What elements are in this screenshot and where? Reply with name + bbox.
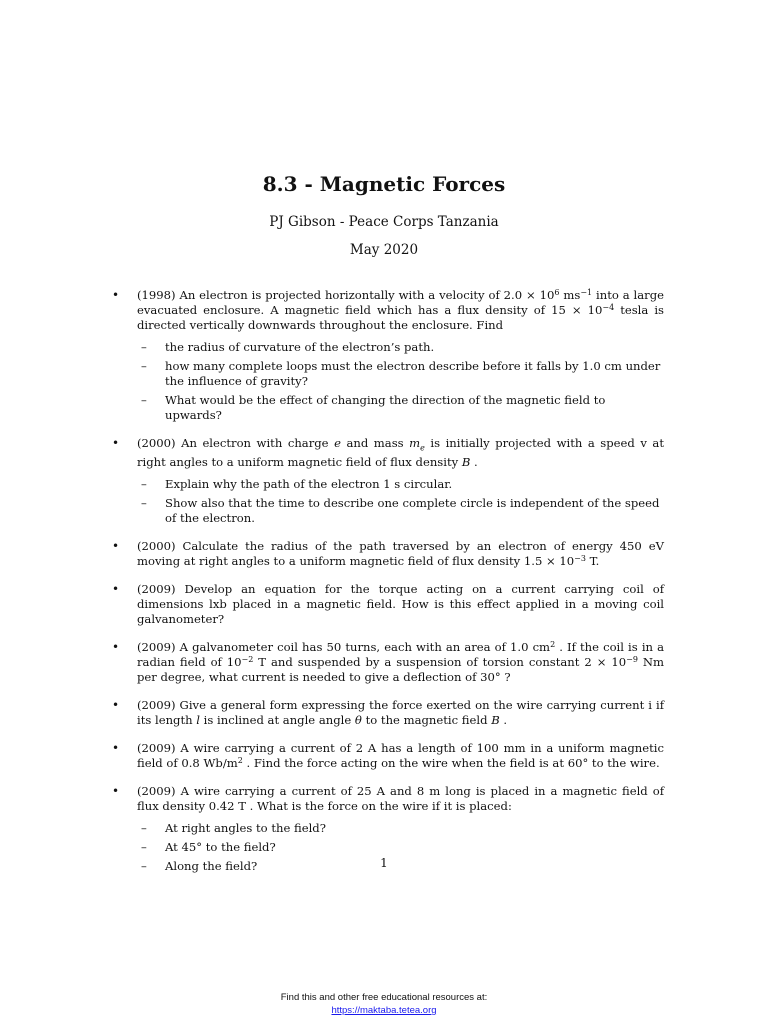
question-text: (2009) A wire carrying a current of 2 A has a length of 100 mm in a uniform magnetic field of 0.8 $Wb/m^2$ . Find the force acting on the wire when the field is at 60° to the wire. <box>137 741 664 771</box>
document-title: 8.3 - Magnetic Forces <box>262 172 506 196</box>
question-text: (2000) An electron with charge e and mass $m_e$ is initially projected with a speed v at right angles to a uniform magnetic field of flux density B . <box>137 436 664 470</box>
subquestion-text: how many complete loops must the electron describe before it falls by 1.0 cm under the influence of gravity? <box>165 359 661 388</box>
question-item <box>112 741 664 771</box>
footer-text: Find this and other free educational resources at: <box>280 992 488 1003</box>
subquestion-list <box>137 477 664 526</box>
dash-icon: – <box>141 821 147 836</box>
bullet-icon: • <box>112 698 120 713</box>
question-text: (2009) Give a general form expressing the force exerted on the wire carrying current i if its length l is inclined at angle angle θ to the magnetic field B . <box>137 698 664 728</box>
question-item <box>112 539 664 569</box>
subquestion-text: Explain why the path of the electron 1 s circular. <box>165 477 453 492</box>
subquestion-item <box>137 821 664 836</box>
question-item <box>112 698 664 728</box>
subquestion-text: the radius of curvature of the electron’s path. <box>165 340 435 354</box>
subquestion-item <box>137 359 664 389</box>
document-author: PJ Gibson - Peace Corps Tanzania <box>269 214 499 230</box>
dash-icon: – <box>141 393 147 407</box>
dash-icon: – <box>141 477 147 492</box>
bullet-icon: • <box>112 784 120 799</box>
question-list <box>112 288 664 887</box>
subquestion-item <box>137 496 664 526</box>
question-item <box>112 640 664 685</box>
dash-icon: – <box>141 496 147 511</box>
question-text: (2009) Develop an equation for the torque acting on a current carrying coil of dimensions lxb placed in a magnetic field. How is this effect applied in a moving coil galvanometer? <box>137 582 664 627</box>
page-number: 1 <box>380 856 388 870</box>
question-item <box>112 288 664 423</box>
footer-link[interactable]: https://maktaba.tetea.org <box>331 1005 437 1016</box>
subquestion-text: At right angles to the field? <box>165 821 326 836</box>
bullet-icon: • <box>112 582 120 597</box>
question-text: (1998) An electron is projected horizontally with a velocity of $2.0 \times 10^6$ $ms^{-1}$ into a large evacuated enclosure. A magnetic field which has a flux density of $15 \times 10^{-4}$ tesla is directed vertically downwards throughout the enclosure. Find <box>137 288 664 332</box>
bullet-icon: • <box>112 288 120 302</box>
subquestion-item <box>137 340 664 355</box>
dash-icon: – <box>141 840 147 855</box>
question-text: (2009) A wire carrying a current of 25 A and 8 m long is placed in a magnetic field of flux density 0.42 T . What is the force on the wire if it is placed: <box>137 784 664 814</box>
dash-icon: – <box>141 859 147 874</box>
bullet-icon: • <box>112 436 120 450</box>
subquestion-item <box>137 477 664 492</box>
subquestion-text: Show also that the time to describe one complete circle is independent of the speed of the electron. <box>165 496 660 526</box>
bullet-icon: • <box>112 741 120 756</box>
subquestion-item <box>137 393 664 423</box>
subquestion-item <box>137 840 664 855</box>
bullet-icon: • <box>112 539 120 554</box>
subquestion-text: What would be the effect of changing the direction of the magnetic field to upwards? <box>165 393 606 422</box>
subquestion-list <box>137 340 664 423</box>
subquestion-text: At 45° to the field? <box>165 840 276 855</box>
footer <box>0 991 768 1017</box>
question-text: (2009) A galvanometer coil has 50 turns, each with an area of 1.0 $cm^2$ . If the coil is in a radian field of $10^{-2}$ T and suspended by a suspension of torsion constant $2 \times 10^{-9}$ Nm per degree, what current is needed to give a deflection of 30° ? <box>137 640 664 685</box>
subquestion-text: Along the field? <box>165 859 258 874</box>
question-text: (2000) Calculate the radius of the path traversed by an electron of energy 450 eV moving at right angles to a uniform magnetic field of flux density $1.5 \times 10^{-3}$ T. <box>137 539 664 569</box>
question-item <box>112 582 664 627</box>
bullet-icon: • <box>112 640 120 655</box>
document-date: May 2020 <box>349 242 419 258</box>
question-item <box>112 436 664 526</box>
dash-icon: – <box>141 359 147 373</box>
dash-icon: – <box>141 340 147 354</box>
